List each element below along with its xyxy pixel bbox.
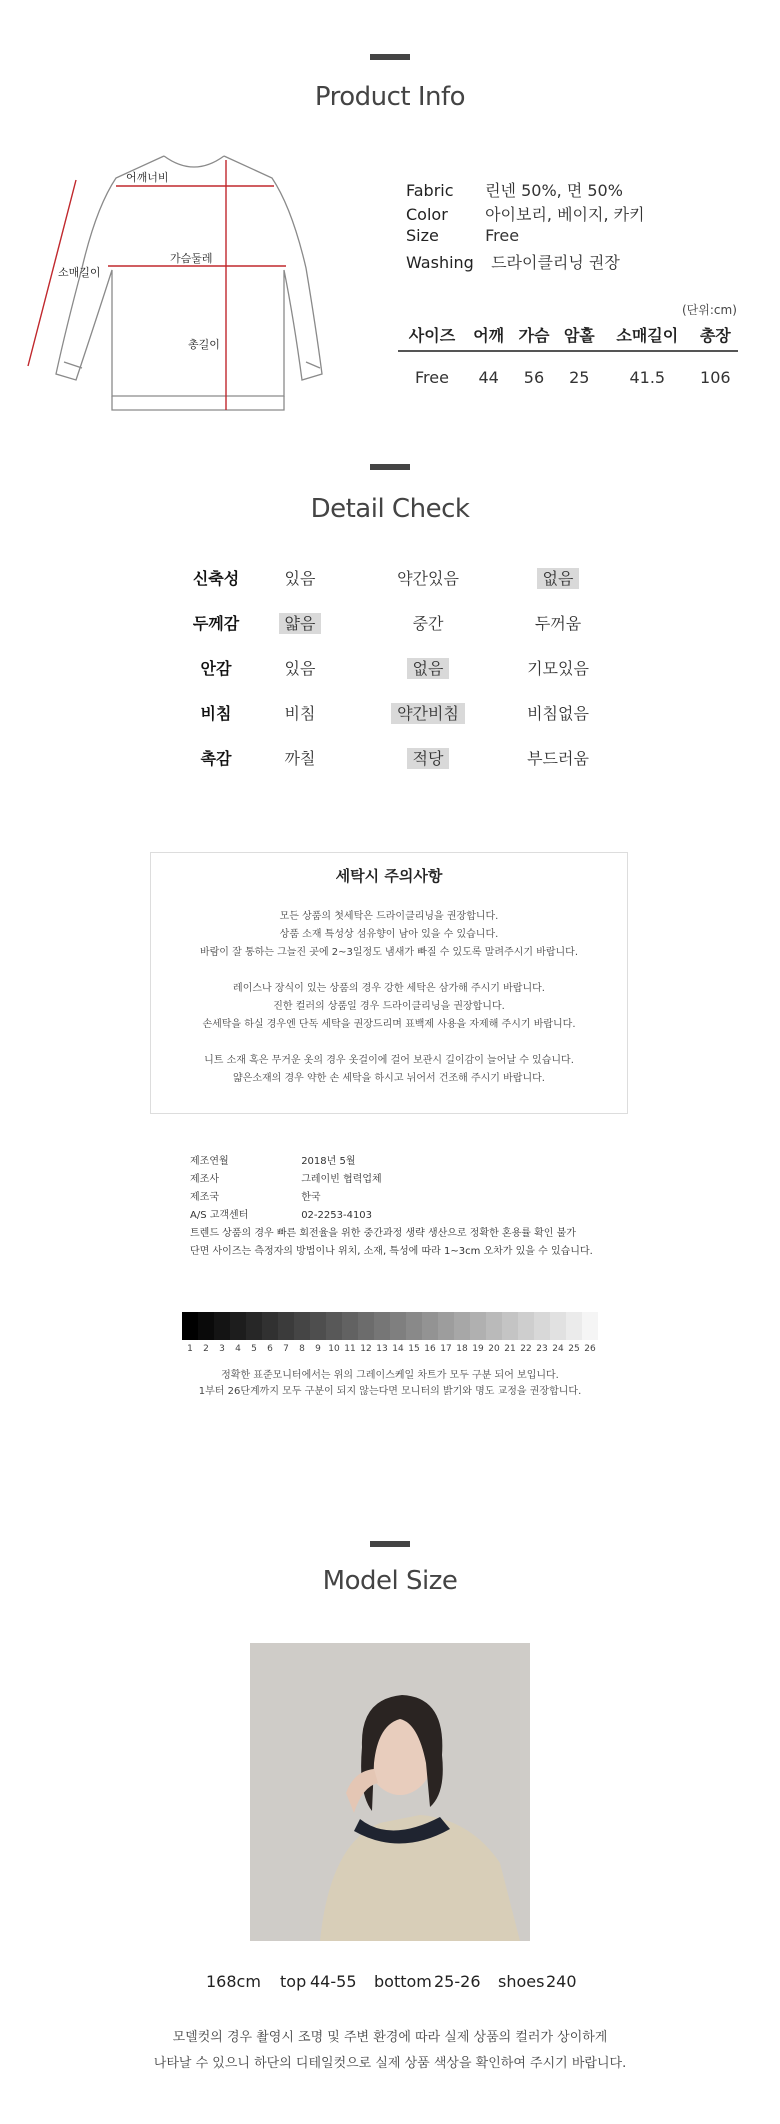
model-note: 모델컷의 경우 촬영시 조명 및 주변 환경에 따라 실제 상품의 컬러가 상이하게 [172,2030,608,2045]
size-cell: 25 [569,367,590,387]
grayscale-step-number: 1 [187,1344,193,1354]
grayscale-step-number: 11 [344,1344,356,1354]
grayscale-step-number: 18 [456,1344,468,1354]
detail-check-option-text: 약간비침 [391,703,465,724]
size-cell: 106 [700,367,731,387]
model-top-value: 44-55 [310,1972,357,1991]
detail-check-option [498,656,618,679]
grayscale-swatch [550,1312,566,1340]
size-header-cell: 사이즈 [408,325,456,345]
grayscale-step-number: 7 [283,1344,289,1354]
grayscale-swatch [214,1312,230,1340]
grayscale-step-number: 2 [203,1344,209,1354]
spec-row-washing [406,250,620,273]
spec-value: 드라이클리닝 권장 [491,253,620,272]
size-table [398,318,738,402]
grayscale-step-number: 14 [392,1344,404,1354]
model-top-label: top [280,1972,307,1991]
detail-check-option [240,701,360,724]
spec-value: 아이보리, 베이지, 카키 [485,205,645,224]
maker-info-row [190,1188,321,1203]
grayscale-step-number: 24 [552,1344,564,1354]
maker-info-key: 제조국 [190,1192,219,1203]
size-table-header [398,318,738,351]
grayscale-swatch [182,1312,198,1340]
detail-check-option-text: 기모있음 [527,659,589,678]
grayscale-swatch [518,1312,534,1340]
detail-check-label: 안감 [200,659,232,678]
detail-check-option [498,701,618,724]
maker-info-note: 트렌드 상품의 경우 빠른 회전율을 위한 중간과정 생략 생산으로 정확한 혼용률 확인 불가 [190,1228,576,1239]
size-cell: 56 [523,367,545,387]
washing-notice-line: 니트 소재 혹은 무거운 옷의 경우 옷걸이에 걸어 보관시 길이감이 늘어날 수 있습니다. [204,1055,574,1066]
detail-check-option-selected [368,656,488,679]
washing-notice-line: 레이스나 장식이 있는 상품의 경우 강한 세탁은 삼가해 주시기 바랍니다. [233,983,545,994]
size-cell: 44 [478,367,499,387]
detail-check-option-text: 얇음 [279,613,322,634]
maker-info-value: 02-2253-4103 [301,1210,373,1221]
detail-check-option-text: 비침 [284,704,316,723]
grayscale-swatch [582,1312,598,1340]
maker-info-key: A/S 고객센터 [190,1210,249,1221]
grayscale-step-number: 20 [488,1344,500,1354]
spec-key: Fabric [406,181,454,200]
maker-info-key: 제조연월 [190,1156,229,1167]
diagram-label-shoulder: 어깨너비 [126,171,169,184]
spec-value: 린넨 50%, 면 50% [485,181,623,200]
detail-check-option-text: 있음 [284,659,316,678]
grayscale-step-number: 9 [315,1344,321,1354]
grayscale-step-number: 15 [408,1344,420,1354]
maker-info-row [190,1206,372,1221]
maker-info-value: 2018년 5월 [301,1156,356,1167]
maker-info-note: 단면 사이즈는 측정자의 방법이나 위치, 소재, 특성에 따라 1~3cm 오차가 있을 수 있습니다. [190,1246,593,1257]
detail-check-label: 두께감 [192,614,240,633]
size-header-cell: 암홀 [563,325,595,345]
grayscale-swatch [326,1312,342,1340]
diagram-label-sleeve: 소매길이 [58,266,101,279]
grayscale-swatch [262,1312,278,1340]
section-divider-bar [370,1541,410,1547]
grayscale-swatch [438,1312,454,1340]
grayscale-note: 정확한 표준모니터에서는 위의 그레이스케일 차트가 모두 구분 되어 보입니다. [221,1370,559,1381]
spec-key: Color [406,205,448,224]
grayscale-step-number: 12 [360,1344,372,1354]
model-photo [250,1643,530,1941]
detail-check-option-selected [368,746,488,769]
diagram-label-length: 총길이 [188,338,220,351]
size-cell: Free [415,367,449,387]
grayscale-step-number: 6 [267,1344,273,1354]
detail-check-option-text: 약간있음 [397,569,459,588]
grayscale-swatch [470,1312,486,1340]
grayscale-swatch [390,1312,406,1340]
grayscale-swatch [454,1312,470,1340]
model-note: 나타날 수 있으니 하단의 디테일컷으로 실제 상품 색상을 확인하여 주시기 바랍니다. [153,2056,627,2071]
detail-check-option [240,746,360,769]
detail-check-option [240,656,360,679]
model-height: 168cm [206,1972,261,1991]
grayscale-swatch [566,1312,582,1340]
grayscale-step-number: 5 [251,1344,257,1354]
grayscale-swatch [422,1312,438,1340]
washing-notice-title: 세탁시 주의사항 [335,867,443,885]
detail-check-option-selected [240,611,360,634]
grayscale-swatch [230,1312,246,1340]
size-header-cell: 가슴 [518,325,550,345]
spec-key: Size [406,226,439,245]
washing-notice-box [150,852,628,1114]
detail-check-option-text: 비침없음 [527,704,589,723]
diagram-label-chest: 가슴둘레 [170,252,213,265]
detail-check-option-text: 없음 [407,658,450,679]
grayscale-swatch [294,1312,310,1340]
grayscale-swatch [406,1312,422,1340]
grayscale-step-number: 23 [536,1344,548,1354]
detail-check-option-text: 중간 [412,614,444,633]
model-shoes-value: 240 [546,1972,577,1991]
washing-notice-line: 얇은소재의 경우 약한 손 세탁을 하시고 뉘어서 건조해 주시기 바랍니다. [233,1073,545,1084]
detail-check-option-selected [498,566,618,589]
model-bottom-label: bottom [374,1972,432,1991]
size-header-cell: 어깨 [473,325,505,345]
maker-info-row [190,1170,382,1185]
section-divider-bar [370,54,410,60]
product-info-title: Product Info [314,82,466,112]
detail-check-option-text: 까칠 [284,749,316,768]
spec-row-color [406,202,645,225]
grayscale-swatch [534,1312,550,1340]
washing-notice-line: 진한 컬러의 상품일 경우 드라이클리닝을 권장합니다. [273,1001,505,1012]
detail-check-label: 신축성 [192,569,240,588]
grayscale-step-number: 26 [584,1344,596,1354]
detail-check-option-text: 없음 [537,568,580,589]
maker-info-value: 한국 [301,1192,321,1203]
grayscale-step-number: 3 [219,1344,225,1354]
grayscale-step-number: 17 [440,1344,452,1354]
detail-check-option-text: 부드러움 [527,749,589,768]
grayscale-swatch [198,1312,214,1340]
grayscale-step-number: 21 [504,1344,516,1354]
detail-check-label: 촉감 [200,749,232,768]
washing-notice-line: 상품 소재 특성상 섬유향이 남아 있을 수 있습니다. [279,929,499,940]
maker-info-row [190,1152,356,1167]
detail-check-option-text: 있음 [284,569,316,588]
table-row [398,351,738,402]
detail-check-option [368,611,488,634]
detail-check-option-text: 두꺼움 [534,614,582,633]
detail-check-option [368,566,488,589]
washing-notice-line: 모든 상품의 첫세탁은 드라이클리닝을 권장합니다. [279,911,499,922]
grayscale-step-number: 22 [520,1344,532,1354]
grayscale-swatch [486,1312,502,1340]
detail-check-option [498,746,618,769]
unit-note: (단위:cm) [682,303,737,317]
detail-check-option-text: 적당 [407,748,450,769]
grayscale-step-number: 13 [376,1344,388,1354]
washing-notice-line: 바람이 잘 통하는 그늘진 곳에 2~3일정도 냄새가 빠질 수 있도록 말려주시기 바랍니다. [199,947,579,958]
grayscale-step-number: 19 [472,1344,484,1354]
washing-notice-line: 손세탁을 하실 경우엔 단독 세탁을 권장드리며 표백제 사용을 자제해 주시기 바랍니다. [202,1019,576,1030]
model-shoes-label: shoes [498,1972,545,1991]
size-header-cell: 소매길이 [616,325,679,345]
sweater-size-diagram [24,148,344,414]
grayscale-step-number: 10 [328,1344,340,1354]
grayscale-step-number: 8 [299,1344,305,1354]
spec-row-fabric [406,178,623,201]
maker-info-value: 그레이빈 협력업체 [301,1174,382,1185]
spec-row-size [406,226,519,245]
model-size-title: Model Size [322,1566,458,1596]
grayscale-swatch [310,1312,326,1340]
detail-check-title: Detail Check [310,494,470,524]
grayscale-step-number: 4 [235,1344,241,1354]
size-cell: 41.5 [629,367,666,387]
grayscale-step-number: 25 [568,1344,580,1354]
grayscale-swatch [358,1312,374,1340]
size-header-cell: 총장 [699,325,731,345]
grayscale-swatch [342,1312,358,1340]
detail-check-option-selected [368,701,488,724]
detail-check-option [240,566,360,589]
grayscale-swatch [374,1312,390,1340]
spec-key: Washing [406,253,474,272]
grayscale-step-number: 16 [424,1344,436,1354]
grayscale-swatch [502,1312,518,1340]
maker-info-key: 제조사 [190,1174,219,1185]
grayscale-swatch [278,1312,294,1340]
grayscale-swatch [246,1312,262,1340]
grayscale-note: 1부터 26단계까지 모두 구분이 되지 않는다면 모니터의 밝기와 명도 교정을 권장합니다. [198,1386,582,1397]
spec-value: Free [485,226,520,245]
section-divider-bar [370,464,410,470]
model-bottom-value: 25-26 [434,1972,481,1991]
detail-check-option [498,611,618,634]
detail-check-label: 비침 [200,704,232,723]
